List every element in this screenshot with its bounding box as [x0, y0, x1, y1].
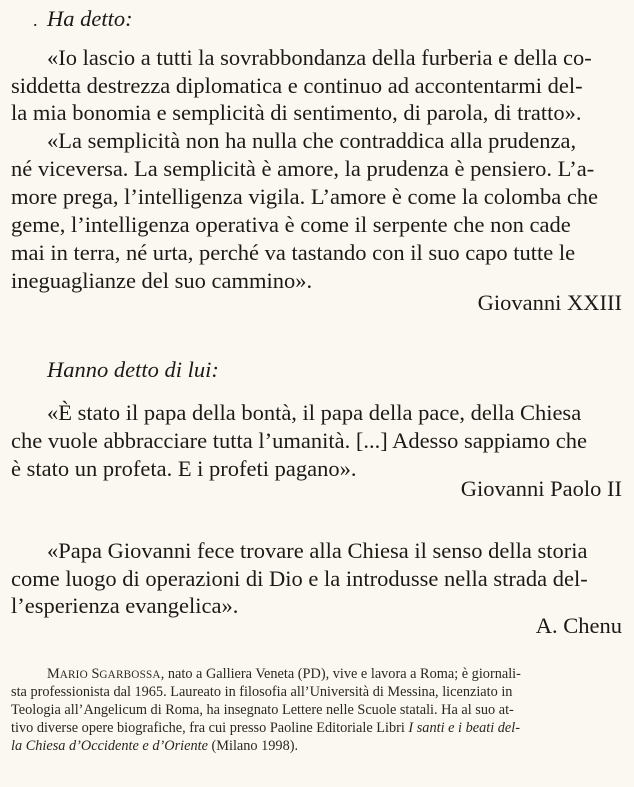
quote-line: geme, l’intelligenza operativa è come il serpente che non cade — [11, 212, 571, 237]
book-title: la Chiesa d’Occidente e d’Oriente — [11, 738, 208, 754]
author-name: MARIO SGARBOSSA — [47, 666, 161, 682]
quote-line: è stato un profeta. E i profeti pagano». — [11, 456, 357, 481]
bio-line: MARIO SGARBOSSA, nato a Galliera Veneta (PD), vive e lavora a Roma; è giornali- — [47, 666, 521, 682]
quote-line: «La semplicità non ha nulla che contraddica alla prudenza, — [47, 128, 577, 153]
quote-line: la mia bonomia e semplicità di sentimento, di parola, di tratto». — [11, 100, 582, 125]
quote-line: «Io lascio a tutti la sovrabbondanza della furberia e della co- — [47, 45, 592, 70]
heading-ha-detto: Ha detto: — [47, 6, 133, 31]
bio-line: sta professionista dal 1965. Laureato in filosofia all’Università di Messina, licenziato in — [11, 684, 513, 700]
quote-line: «È stato il papa della bontà, il papa della pace, della Chiesa — [47, 400, 582, 425]
bullet-dot: . — [33, 10, 38, 30]
quote-line: che vuole abbracciare tutta l’umanità. [...] Adesso sappiamo che — [11, 428, 588, 453]
quote-line: l’esperienza evangelica». — [11, 593, 239, 618]
signature-chenu: A. Chenu — [535, 613, 622, 638]
quote-line: mai in terra, né urta, perché va tastando con il suo capo tutte le — [11, 240, 576, 265]
quote-line: siddetta destrezza diplomatica e continuo ad accontentarmi del- — [11, 73, 583, 98]
bio-line: Teologia all’Angelicum di Roma, ha insegnato Lettere nelle Scuole statali. Ha al suo at- — [11, 702, 514, 718]
bio-line: la Chiesa d’Occidente e d’Oriente (Milano 1998). — [11, 738, 299, 754]
quote-line: more prega, l’intelligenza vigila. L’amore è come la colomba che — [11, 184, 599, 209]
quote-line: «Papa Giovanni fece trovare alla Chiesa il senso della storia — [47, 538, 588, 563]
signature-giovanni-xxiii: Giovanni XXIII — [477, 290, 622, 315]
signature-giovanni-paolo-ii: Giovanni Paolo II — [460, 476, 622, 501]
quote-line: come luogo di operazioni di Dio e la introdusse nella strada del- — [11, 566, 588, 591]
quote-line: ineguaglianze del suo cammino». — [11, 268, 313, 293]
quote-line: né viceversa. La semplicità è amore, la prudenza è pensiero. L’a- — [11, 156, 595, 181]
bio-line: tivo diverse opere biografiche, fra cui presso Paoline Editoriale Libri I santi e i beati del- — [11, 720, 520, 736]
book-title: I santi e i beati del- — [408, 720, 520, 736]
heading-hanno-detto: Hanno detto di lui: — [47, 357, 219, 382]
